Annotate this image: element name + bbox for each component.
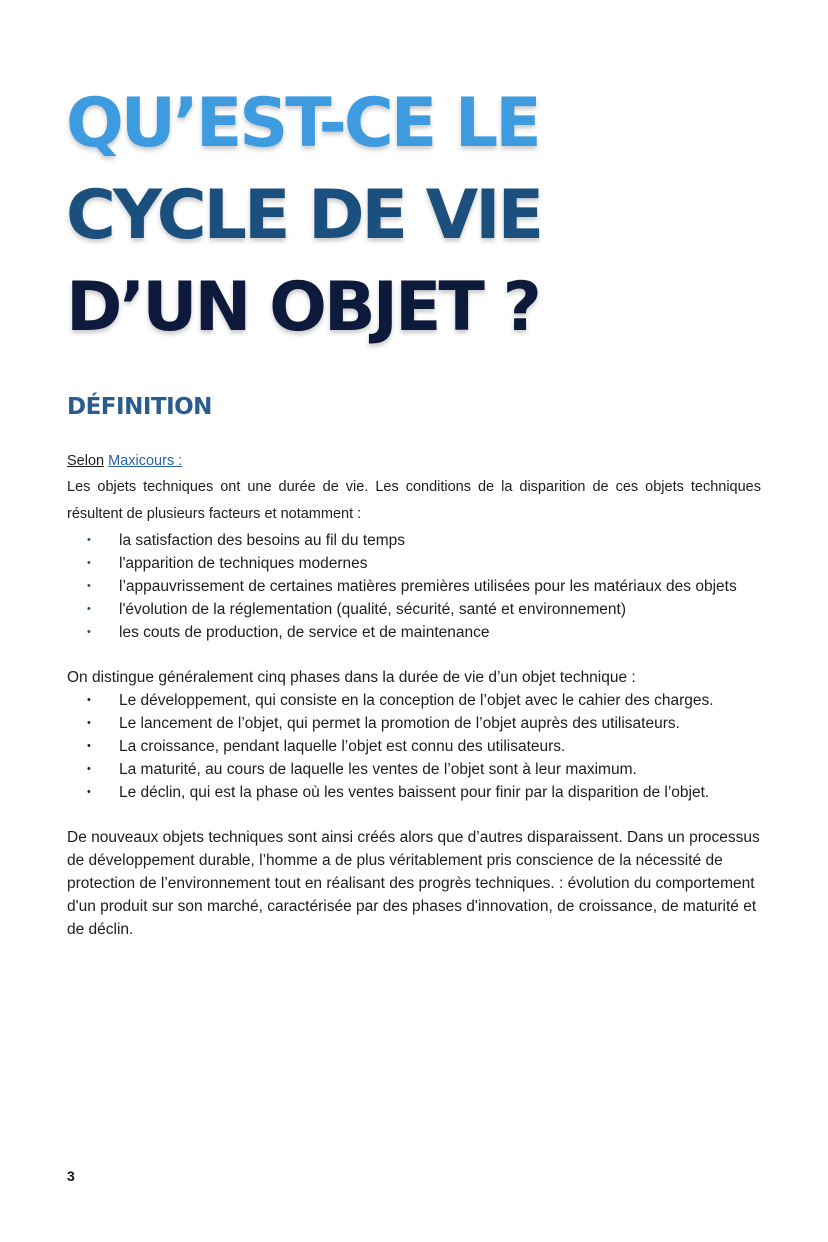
page-title	[66, 78, 541, 354]
phases-list	[67, 689, 761, 804]
title-line-3: D’UN OBJET ?	[66, 268, 539, 347]
intro-paragraph: Les objets techniques ont une durée de vie. Les conditions de la disparition de ces objets techniques résultent de plusieurs facteurs et notamment :	[67, 479, 761, 522]
list-item: • Le développement, qui consiste en la conception de l’objet avec le cahier des charges.	[107, 689, 761, 712]
title-line-1: QU’EST-CE LE	[66, 84, 539, 163]
source-label: Selon	[67, 453, 105, 469]
definition-content	[67, 450, 761, 941]
closing-paragraph: De nouveaux objets techniques sont ainsi créés alors que d’autres disparaissent. Dans un processus de développement durable, l’homme a de plus véritablement pris conscience de la nécessité de protection de l’environnement tout en réalisant des progrès techniques. : évolution du comportement d'un produit sur son marché, caractérisée par des phases d'innovation, de croissance, de maturité et de déclin.	[67, 829, 760, 938]
page-number: 3	[67, 1168, 75, 1184]
list-item: • la satisfaction des besoins au fil du temps	[107, 529, 761, 552]
section-heading: DÉFINITION	[67, 394, 212, 420]
maxicours-link[interactable]: Maxicours :	[108, 453, 183, 469]
list-item: • les couts de production, de service et de maintenance	[107, 621, 761, 644]
source-line	[67, 450, 761, 473]
list-item: • l'évolution de la réglementation (qualité, sécurité, santé et environnement)	[107, 598, 761, 621]
list-item: • l'apparition de techniques modernes	[107, 552, 761, 575]
list-item: • l’appauvrissement de certaines matières premières utilisées pour les matériaux des objets	[107, 575, 761, 598]
list-item: • Le déclin, qui est la phase où les ventes baissent pour finir par la disparition de l’objet.	[107, 781, 761, 804]
title-line-2: CYCLE DE VIE	[66, 176, 542, 255]
list-item: • La croissance, pendant laquelle l’objet est connu des utilisateurs.	[107, 735, 761, 758]
factors-list	[67, 529, 761, 644]
list-item: • Le lancement de l’objet, qui permet la promotion de l’objet auprès des utilisateurs.	[107, 712, 761, 735]
phases-intro: On distingue généralement cinq phases dans la durée de vie d’un objet technique :	[67, 669, 636, 686]
list-item: • La maturité, au cours de laquelle les ventes de l’objet sont à leur maximum.	[107, 758, 761, 781]
